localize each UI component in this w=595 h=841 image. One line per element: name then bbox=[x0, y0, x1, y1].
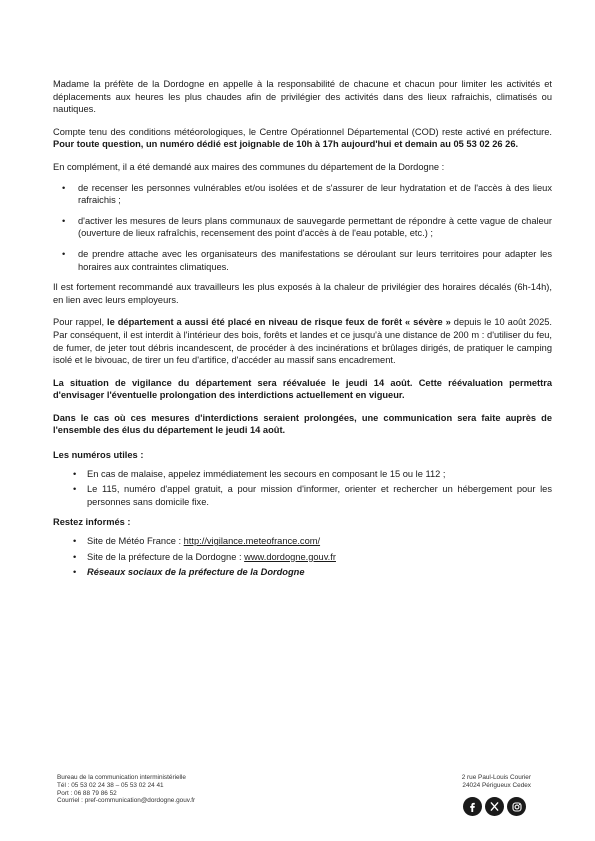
mayor-measures-list bbox=[53, 182, 552, 274]
cod-phone-text: Pour toute question, un numéro dédié est joignable de 10h à 17h aujourd'hui et demain au 05 53 02 26 26. bbox=[53, 139, 519, 150]
stay-informed-list bbox=[53, 535, 552, 579]
list-item bbox=[53, 551, 552, 564]
paragraph-heat-appeal: Madame la préfète de la Dordogne en appelle à la responsabilité de chacune et chacun pour limiter les activités et déplacements aux heures les plus chaudes afin de privilégier des activités dans des lieux rafraichis, climatisés ou nautiques. bbox=[53, 79, 552, 115]
useful-numbers-heading: Les numéros utiles : bbox=[53, 450, 144, 461]
footer-line: Bureau de la communication interministérielle bbox=[57, 774, 186, 781]
paragraph-cod bbox=[53, 126, 552, 151]
stay-informed-heading: Restez informés : bbox=[53, 517, 131, 528]
footer-line: 2 rue Paul-Louis Courier bbox=[461, 774, 531, 781]
list-item: • Le 115, numéro d'appel gratuit, a pour mission d'informer, orienter et rechercher un hébergement pour les personnes sans domicile fixe. bbox=[53, 483, 552, 508]
footer-line: 24024 Périgueux Cedex bbox=[462, 781, 531, 789]
footer-address bbox=[462, 774, 531, 790]
paragraph-reassessment bbox=[53, 377, 552, 402]
communication-text: Dans le cas où ces mesures d'interdictions seraient prolongées, une communication sera faite auprès de l'ensemble des élus du département le jeudi 14 août. bbox=[53, 412, 552, 436]
paragraph-communication bbox=[53, 412, 552, 437]
list-item bbox=[53, 566, 552, 579]
x-icon[interactable] bbox=[485, 797, 504, 816]
footer-line: Port : 06 88 79 86 52 bbox=[57, 789, 117, 797]
list-item: • d'activer les mesures de leurs plans communaux de sauvegarde permettant de répondre à cette vague de chaleur (ouverture de lieux rafraîchis, recensement des point d'accès à de l'eau potable, etc.) ; bbox=[53, 215, 552, 240]
list-item: • En cas de malaise, appelez immédiatement les secours en composant le 15 ou le 112 ; bbox=[53, 468, 552, 481]
prefecture-label: Site de la préfecture de la Dordogne : bbox=[87, 551, 245, 562]
footer-line: Courriel : pref-communication@dordogne.gouv.fr bbox=[57, 797, 196, 805]
list-item: • de prendre attache avec les organisateurs des manifestations se déroulant sur leurs territoires pour adapter les horaires aux contraintes climatiques. bbox=[53, 248, 552, 273]
fire-risk-level: le département a aussi été placé en niveau de risque feux de forêt « sévère » bbox=[107, 317, 451, 328]
useful-numbers-list bbox=[53, 468, 552, 509]
social-networks-text: Réseaux sociaux de la préfecture de la Dordogne bbox=[87, 567, 305, 578]
cod-text: Compte tenu des conditions météorologiques, le Centre Opérationnel Départemental (COD) reste activé en préfecture. bbox=[53, 126, 552, 137]
reassessment-text: La situation de vigilance du département sera réévaluée le jeudi 14 août. Cette réévaluation permettra d'envisager l'éventuelle prolongation des interdictions actuellement en vigueur. bbox=[53, 377, 552, 401]
list-item bbox=[53, 535, 552, 548]
document-body bbox=[53, 78, 552, 585]
list-item: • de recenser les personnes vulnérables et/ou isolées et de s'assurer de leur hydratation et de l'accès à des lieux rafraichis ; bbox=[53, 182, 552, 207]
meteo-label: Site de Météo France : bbox=[87, 536, 184, 547]
facebook-icon[interactable] bbox=[463, 797, 482, 816]
paragraph-fire-risk bbox=[53, 316, 552, 366]
footer-line: Tél : 05 53 02 24 38 – 05 53 02 24 41 bbox=[57, 781, 164, 789]
footer-contact bbox=[57, 774, 195, 805]
paragraph-mayors-intro: En complément, il a été demandé aux maires des communes du département de la Dordogne : bbox=[53, 161, 445, 172]
paragraph-workers: Il est fortement recommandé aux travailleurs les plus exposés à la chaleur de privilégier des horaires décalés (6h-14h), en lien avec leurs employeurs. bbox=[53, 282, 552, 305]
fire-risk-details: depuis le 10 août 2025. Par conséquent, il est interdit à l'intérieur des bois, forêts et landes et ce jusqu'à une distance de 200 m : d'utiliser du feu, de fumer, de jeter tout débris incandescent, de procéder à des incinérations et brûlages dirigés, de pratiquer le camping isolé et le bivouac, de tirer un feu d'artifice, d'accéder au massif sans encadrement. bbox=[53, 317, 553, 366]
instagram-icon[interactable] bbox=[507, 797, 526, 816]
social-icons bbox=[463, 797, 526, 816]
prefecture-link[interactable]: www.dordogne.gouv.fr bbox=[244, 551, 336, 562]
fire-risk-intro: Pour rappel, bbox=[53, 317, 108, 328]
meteo-link[interactable]: http://vigilance.meteofrance.com/ bbox=[183, 536, 321, 547]
